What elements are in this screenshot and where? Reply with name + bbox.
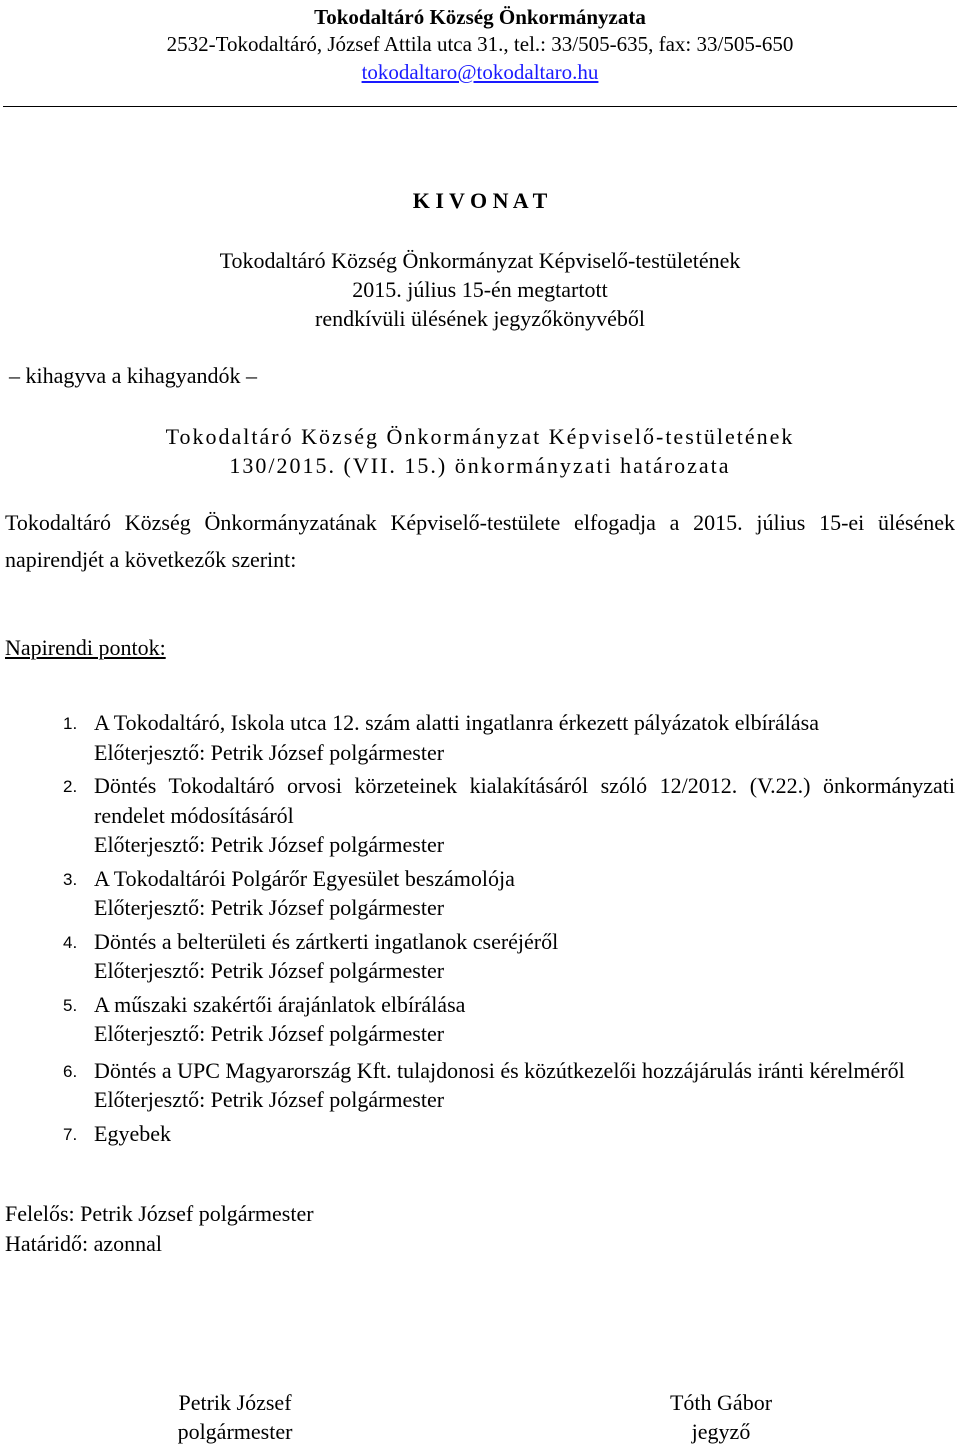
resolution-body: Tokodaltáró Község Önkormányzatának Képviselő-testülete elfogadja a 2015. július 15-ei ülésének napirendjét a következők szerint: [5, 510, 955, 572]
agenda-item-title: A műszaki szakértői árajánlatok elbírálása [94, 991, 466, 1017]
agenda-item-number: 6. [63, 1061, 78, 1081]
agenda-item [0, 864, 955, 923]
agenda-item-number: 5. [63, 995, 78, 1015]
resolution-title-line: 130/2015. (VII. 15.) önkormányzati határozata [229, 453, 731, 478]
agenda-item [0, 1119, 955, 1149]
agenda-item-number: 1. [63, 714, 78, 733]
agenda-item-presenter: Előterjesztő: Petrik József polgármester [94, 1087, 445, 1112]
signatory-name: Tóth Gábor [669, 1390, 773, 1415]
signatory-role: polgármester [177, 1419, 293, 1444]
document-heading: K I V O N A T [412, 188, 548, 213]
agenda-item-presenter: Előterjesztő: Petrik József polgármester [94, 832, 445, 857]
agenda-item-number: 3. [63, 869, 78, 889]
signature-mayor [115, 1388, 355, 1446]
email-link[interactable]: tokodaltaro@tokodaltaro.hu [361, 60, 599, 84]
agenda-item-title: Döntés a belterületi és zártkerti ingatlanok cseréjéről [94, 928, 559, 954]
intro-line: Tokodaltáró Község Önkormányzat Képviselő-testületének [219, 248, 741, 273]
document-intro [0, 246, 960, 333]
agenda-item-number: 7. [63, 1124, 78, 1144]
responsibility-block [5, 1199, 314, 1259]
agenda-item-title: Döntés a UPC Magyarország Kft. tulajdonosi és közútkezelői hozzájárulás iránti kérelméről [94, 1057, 905, 1083]
agenda-item [0, 990, 955, 1049]
signature-notary [601, 1388, 841, 1446]
agenda-item-presenter: Előterjesztő: Petrik József polgármester [94, 1021, 445, 1046]
header-divider [3, 106, 957, 107]
letterhead [0, 4, 960, 86]
agenda-item-number: 2. [63, 777, 78, 796]
agenda-item-title: A Tokodaltárói Polgárőr Egyesület beszámolója [94, 865, 515, 891]
omitted-note: – kihagyva a kihagyandók – [9, 363, 258, 388]
deadline: Határidő: azonnal [5, 1231, 162, 1256]
signatory-role: jegyző [691, 1419, 751, 1444]
intro-line: 2015. július 15-én megtartott [352, 277, 608, 302]
agenda-list [0, 708, 955, 1148]
agenda-item-title: Döntés Tokodaltáró orvosi körzeteinek kialakításáról szóló 12/2012. (V.22.) önkormányzati rendelet módosításáról [94, 773, 955, 828]
agenda-heading: Napirendi pontok: [5, 635, 166, 660]
resolution-title [0, 422, 960, 480]
agenda-item-number: 4. [63, 932, 78, 952]
agenda-item [0, 1056, 955, 1115]
organization-address: 2532-Tokodaltáró, József Attila utca 31., tel.: 33/505-635, fax: 33/505-650 [166, 32, 794, 56]
agenda-item-title: A Tokodaltáró, Iskola utca 12. szám alatti ingatlanra érkezett pályázatok elbírálása [94, 710, 819, 735]
agenda-item-title: Egyebek [94, 1120, 171, 1146]
agenda-item [0, 771, 955, 860]
agenda-item-presenter: Előterjesztő: Petrik József polgármester [94, 958, 445, 983]
agenda-item [0, 708, 955, 767]
agenda-item [0, 927, 955, 986]
resolution-title-line: Tokodaltáró Község Önkormányzat Képviselő-testületének [165, 424, 795, 449]
responsible-person: Felelős: Petrik József polgármester [5, 1201, 314, 1226]
agenda-item-presenter: Előterjesztő: Petrik József polgármester [94, 739, 445, 765]
organization-name: Tokodaltáró Község Önkormányzata [314, 5, 646, 29]
agenda-item-presenter: Előterjesztő: Petrik József polgármester [94, 895, 445, 920]
signatory-name: Petrik József [178, 1390, 292, 1415]
intro-line: rendkívüli ülésének jegyzőkönyvéből [315, 306, 645, 331]
